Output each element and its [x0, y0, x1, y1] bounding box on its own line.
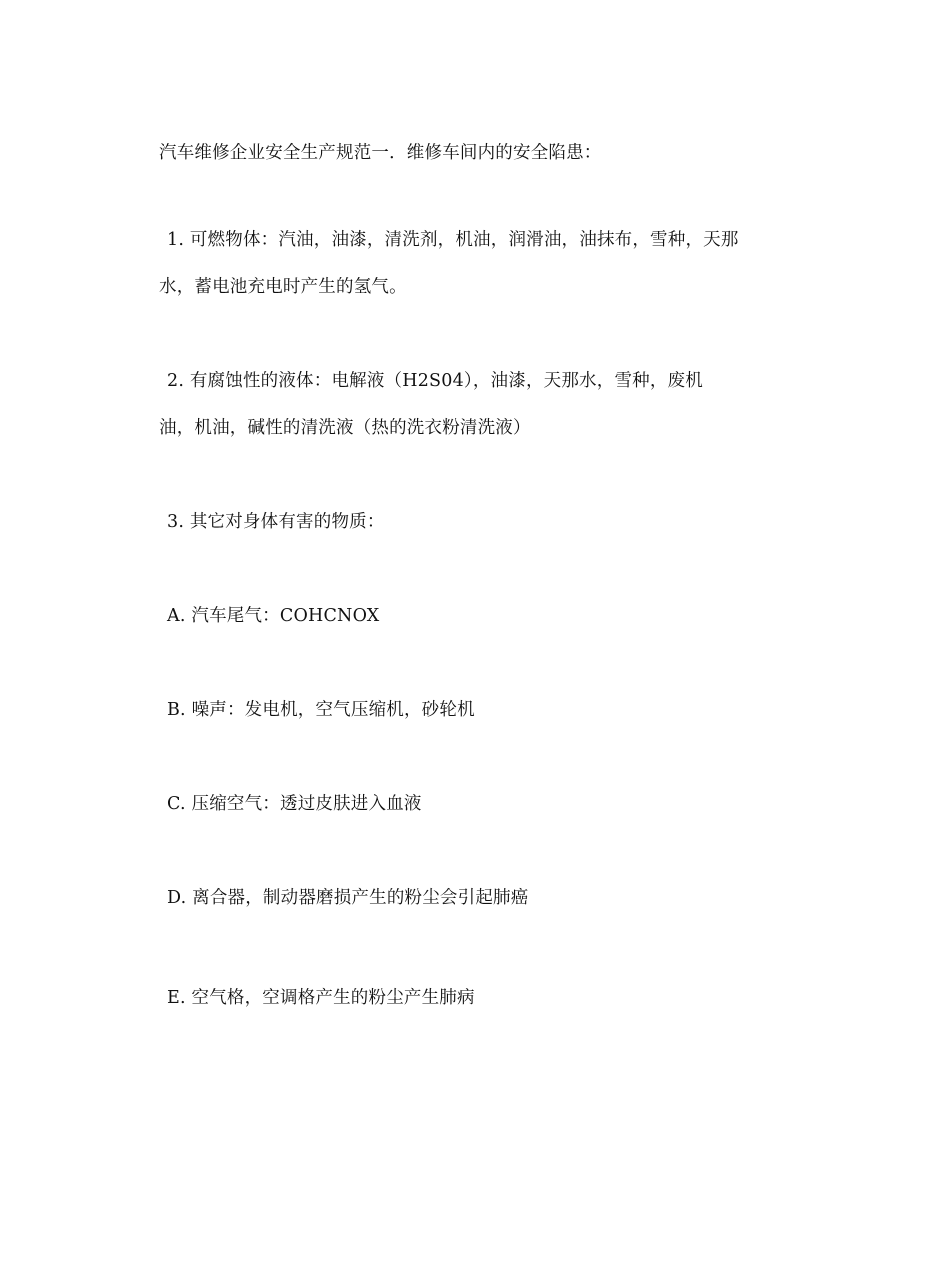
item-1-line-2: 水，蓄电池充电时产生的氢气。	[159, 277, 407, 297]
subitem-b: B. 噪声：发电机，空气压缩机，砂轮机	[167, 700, 475, 720]
subitem-c: C. 压缩空气：透过皮肤进入血液	[167, 794, 422, 814]
item-1-line-1: 1. 可燃物体：汽油，油漆，清洗剂，机油，润滑油，油抹布，雪种，天那	[167, 230, 739, 250]
document-title: 汽车维修企业安全生产规范一．维修车间内的安全陷患：	[159, 143, 602, 163]
subitem-d: D. 离合器，制动器磨损产生的粉尘会引起肺癌	[167, 888, 529, 908]
subitem-a: A. 汽车尾气：COHCNOX	[167, 606, 380, 626]
subitem-e: E. 空气格，空调格产生的粉尘产生肺病	[167, 988, 475, 1008]
item-2-line-2: 油，机油，碱性的清洗液（热的洗衣粉清洗液）	[159, 418, 531, 438]
item-3-line-1: 3. 其它对身体有害的物质：	[167, 512, 385, 532]
item-2-line-1: 2. 有腐蚀性的液体：电解液（H2S04），油漆，天那水，雪种，废机	[167, 371, 703, 391]
